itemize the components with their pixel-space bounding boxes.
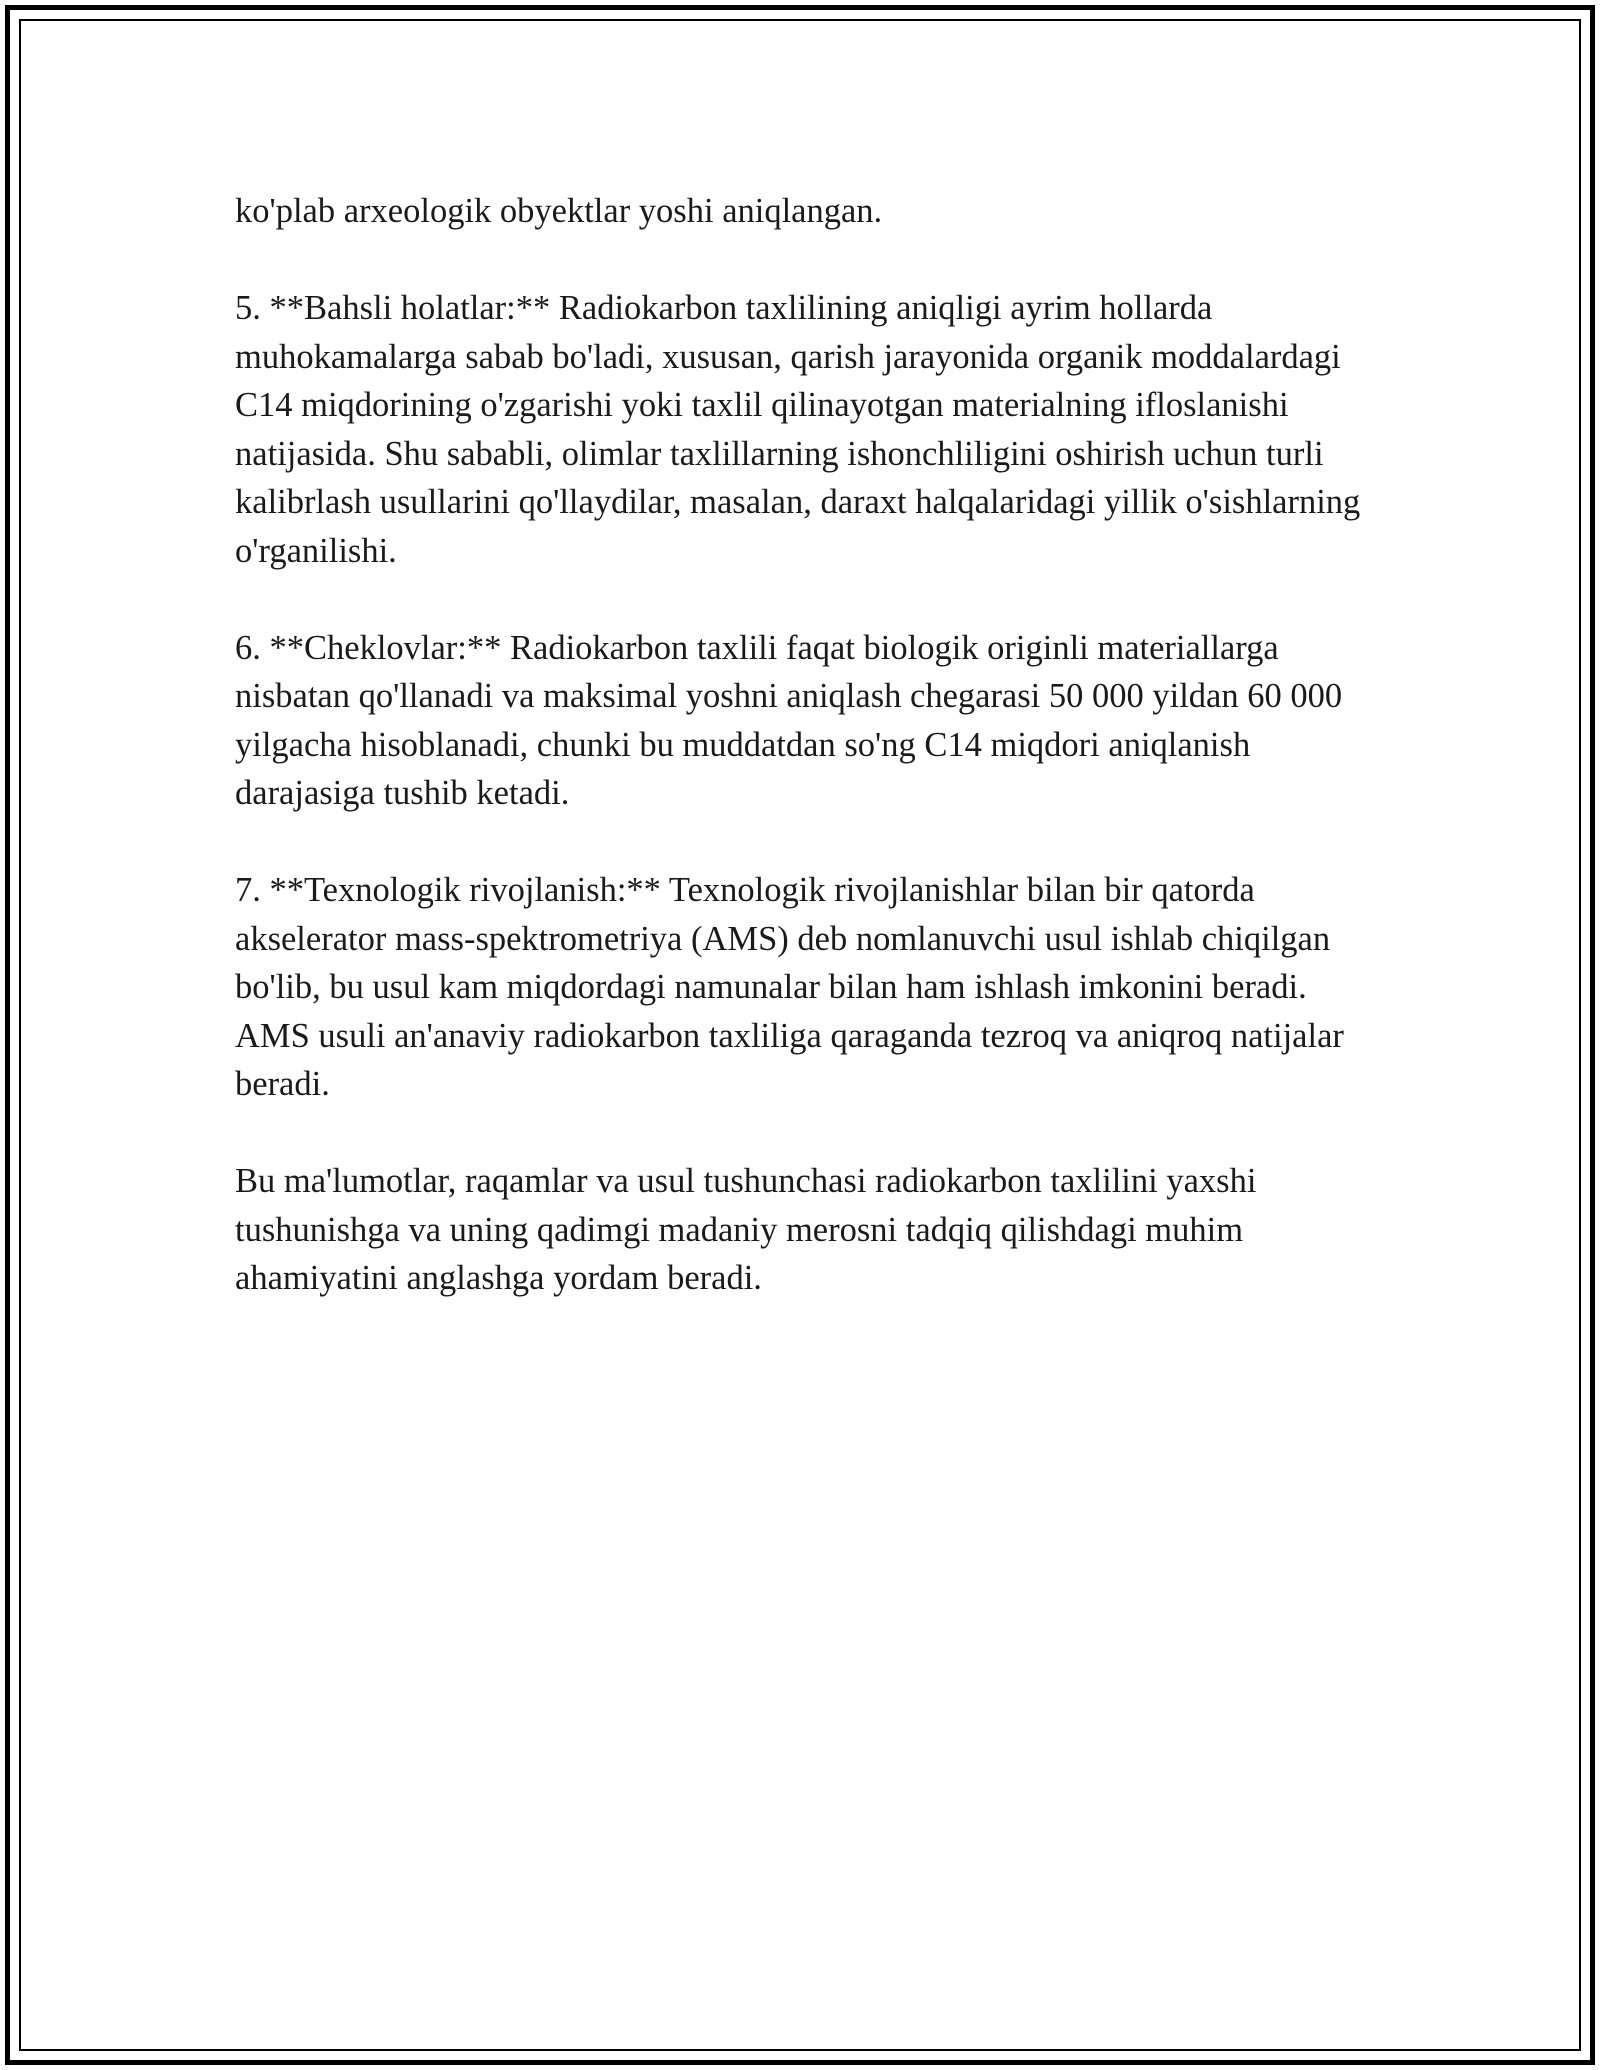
paragraph-disputed-cases: 5. **Bahsli holatlar:** Radiokarbon taxlilining aniqligi ayrim hollarda muhokamalarga sabab bo'ladi, xususan, qarish jarayonida organik moddalardagi C14 miqdorining o'zgarishi yoki taxlil qilinayotgan materialning ifloslanishi natijasida. Shu sababli, olimlar taxlillarning ishonchliligini oshirish uchun turli kalibrlash usullarini qo'llaydilar, masalan, daraxt halqalaridagi yillik o'sishlarning o'rganilishi. [235, 289, 1361, 570]
paragraph-conclusion: Bu ma'lumotlar, raqamlar va usul tushunchasi radiokarbon taxlilini yaxshi tushunishga va uning qadimgi madaniy merosni tadqiq qilishdagi muhim ahamiyatini anglashga yordam beradi. [235, 1162, 1257, 1297]
paragraph-continuation: ko'plab arxeologik obyektlar yoshi aniqlangan. [235, 192, 883, 230]
paragraph-limitations: 6. **Cheklovlar:** Radiokarbon taxlili faqat biologik originli materiallarga nisbatan qo'llanadi va maksimal yoshni aniqlash chegarasi 50 000 yildan 60 000 yilgacha hisoblanadi, chunki bu muddatdan so'ng C14 miqdori aniqlanish darajasiga tushib ketadi. [235, 628, 1343, 812]
document-body [235, 187, 1375, 1303]
paragraph-technological-development: 7. **Texnologik rivojlanish:** Texnologik rivojlanishlar bilan bir qatorda akselerator mass-spektrometriya (AMS) deb nomlanuvchi usul ishlab chiqilgan bo'lib, bu usul kam miqdordagi namunalar bilan ham ishlash imkonini beradi. AMS usuli an'anaviy radiokarbon taxliliga qaraganda tezroq va aniqroq natijalar beradi. [235, 871, 1344, 1103]
